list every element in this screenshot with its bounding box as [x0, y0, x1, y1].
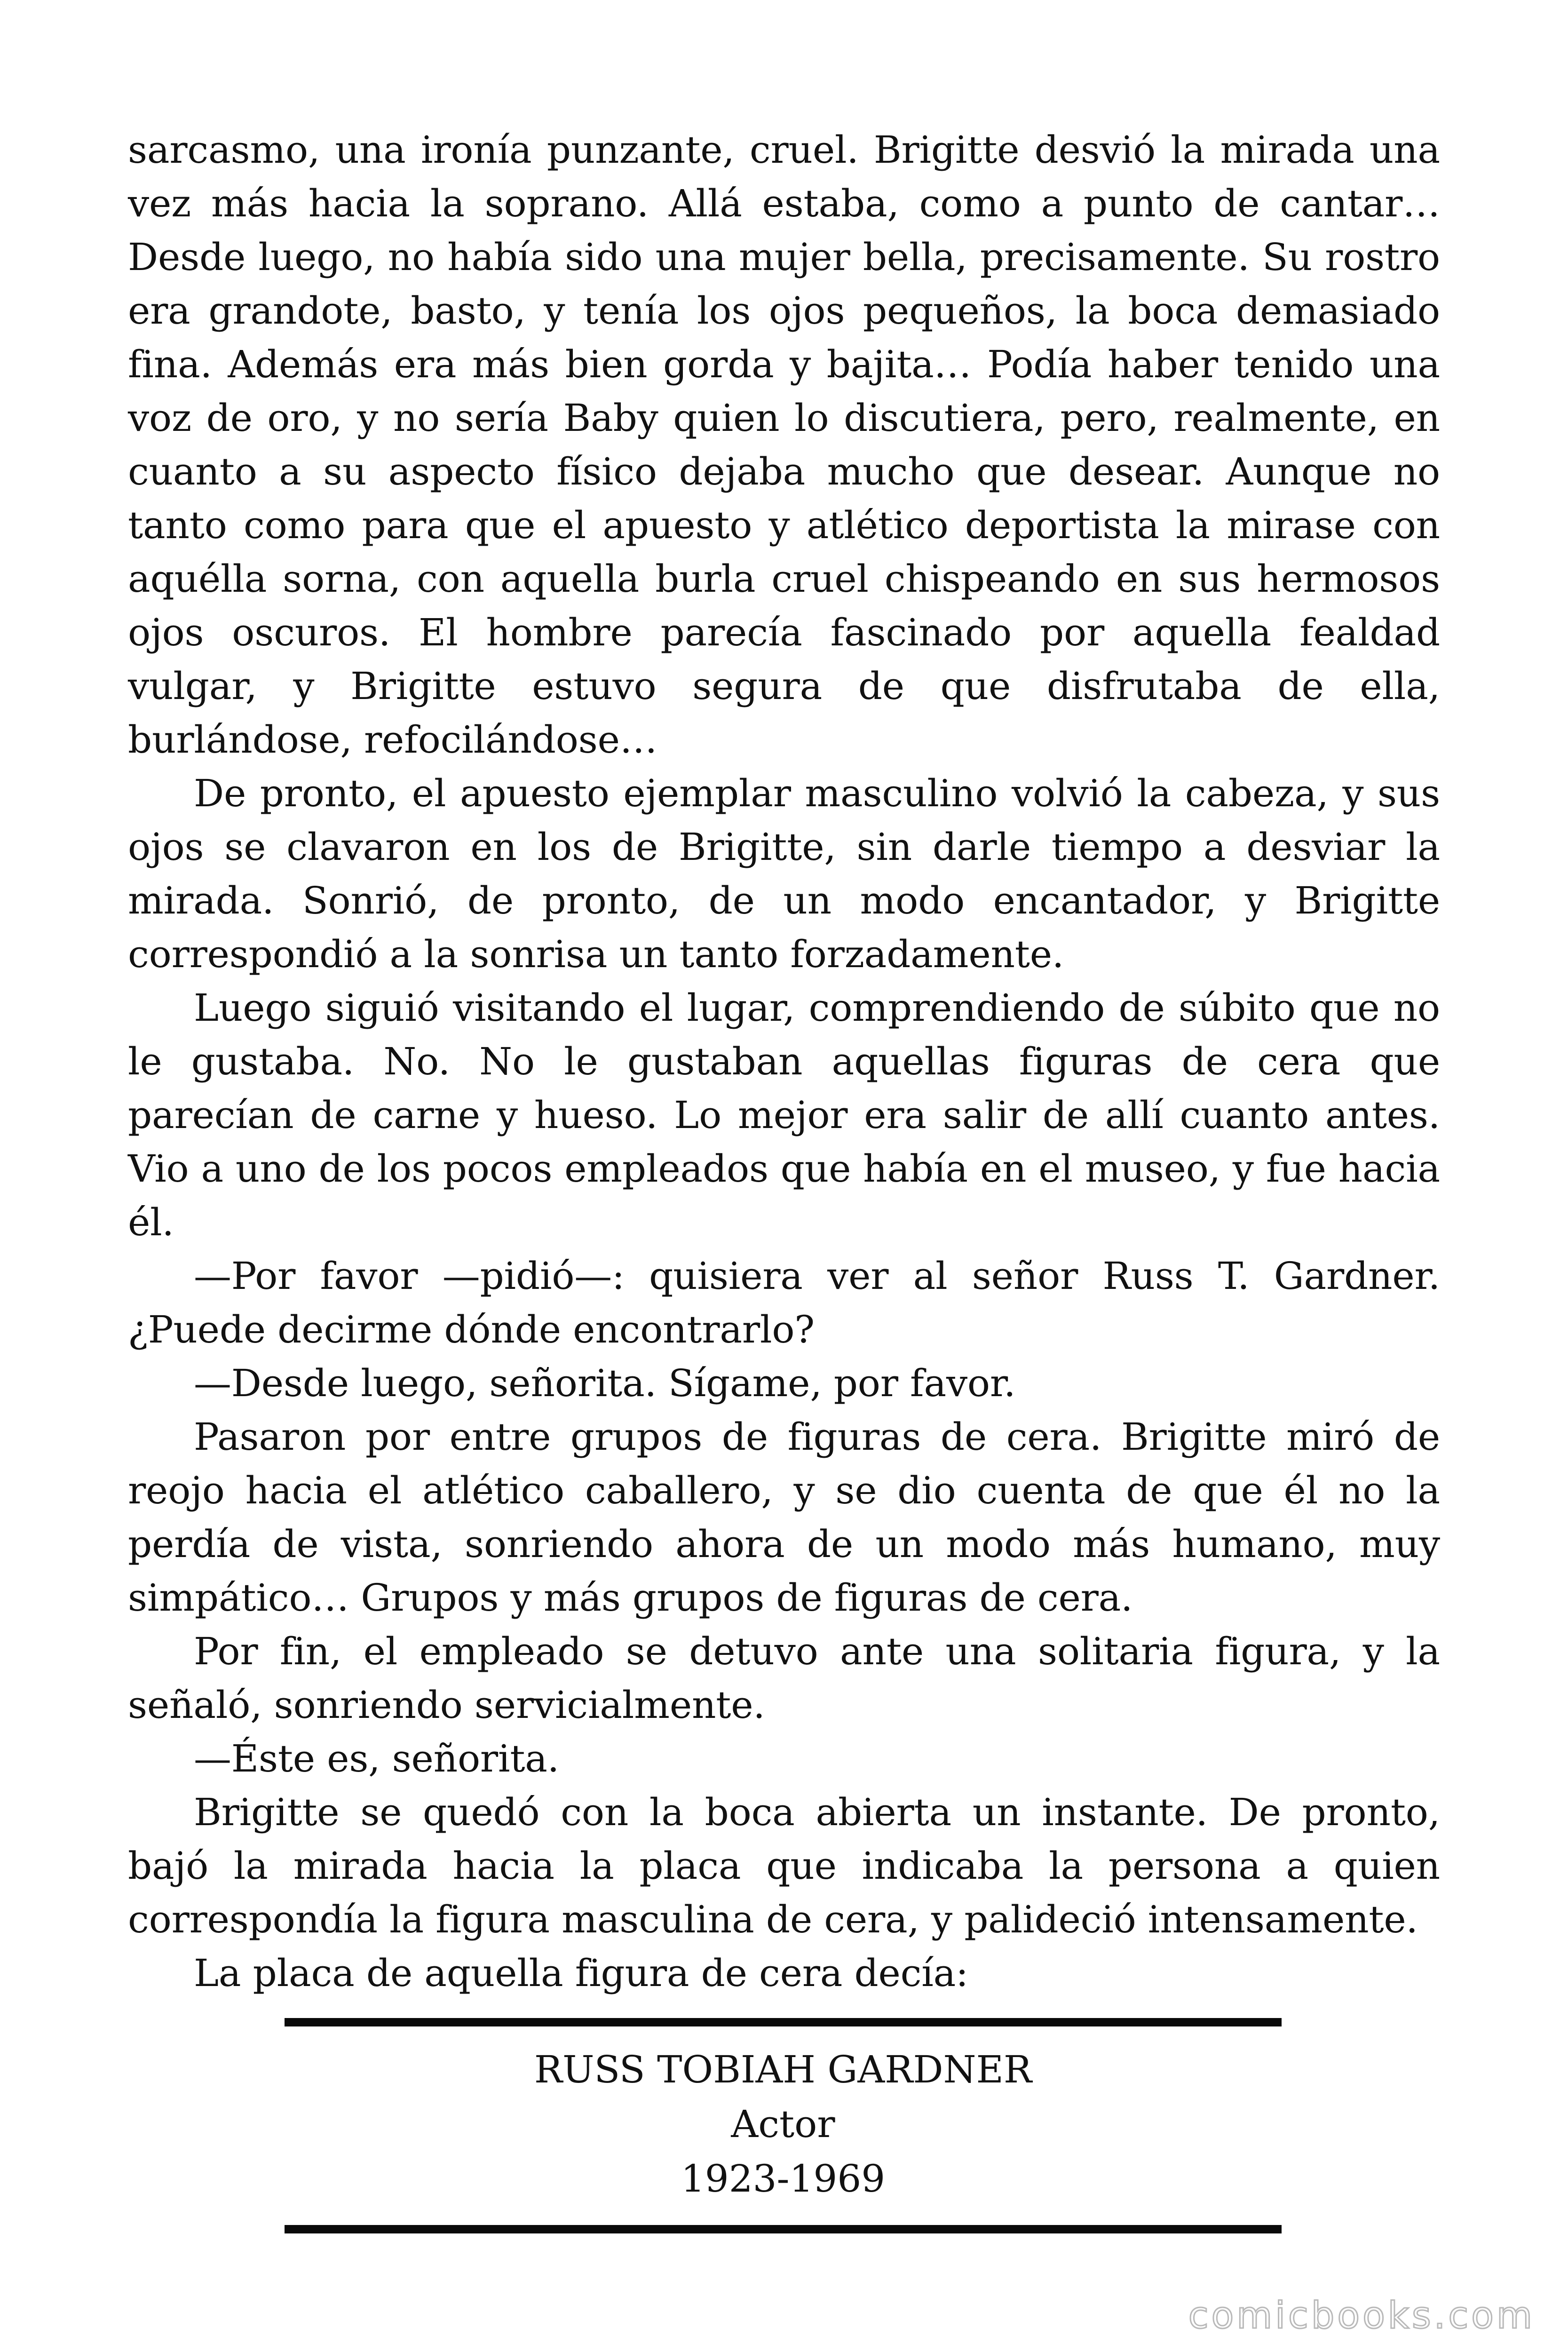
plaque-text: [285, 2026, 1282, 2225]
paragraph: Brigitte se quedó con la boca abierta un instante. De pronto, bajó la mirada hacia la placa que indicaba la persona a quien correspondía la figura masculina de cera, y palideció intensamente.: [128, 1790, 1440, 1941]
paragraph: Luego siguió visitando el lugar, comprendiendo de súbito que no le gustaba. No. No le gustaban aquellas figuras de cera que parecían de carne y hueso. Lo mejor era salir de allí cuanto antes. Vio a uno de los pocos empleados que había en el museo, y fue hacia él.: [128, 986, 1440, 1244]
plaque-name: RUSS TOBIAH GARDNER: [534, 2048, 1032, 2091]
plaque-top-rule: [285, 2018, 1282, 2026]
dialogue-paragraph: —Desde luego, señorita. Sígame, por favor.: [194, 1361, 1016, 1405]
watermark-logo: comicbooks.com: [1188, 2295, 1535, 2337]
paragraph: sarcasmo, una ironía punzante, cruel. Brigitte desvió la mirada una vez más hacia la soprano. Allá estaba, como a punto de cantar… Desde luego, no había sido una mujer bella, precisamente. Su rostro era grandote, basto, y tenía los ojos pequeños, la boca demasiado fina. Además era más bien gorda y bajita… Podía haber tenido una voz de oro, y no sería Baby quien lo discutiera, pero, realmente, en cuanto a su aspecto físico dejaba mucho que desear. Aunque no tanto como para que el apuesto y atlético deportista la mirase con aquélla sorna, con aquella burla cruel chispeando en sus hermosos ojos oscuros. El hombre parecía fascinado por aquella fealdad vulgar, y Brigitte estuvo segura de que disfrutaba de ella, burlándose, refocilándose…: [128, 128, 1440, 762]
dialogue-paragraph: —Por favor —pidió—: quisiera ver al señor Russ T. Gardner. ¿Puede decirme dónde encontrarlo?: [128, 1254, 1440, 1351]
wax-figure-plaque: [285, 2018, 1282, 2233]
book-page-text: [128, 123, 1440, 2000]
plaque-role: Actor: [731, 2102, 835, 2146]
paragraph: De pronto, el apuesto ejemplar masculino volvió la cabeza, y sus ojos se clavaron en los de Brigitte, sin darle tiempo a desviar la mirada. Sonrió, de pronto, de un modo encantador, y Brigitte correspondió a la sonrisa un tanto forzadamente.: [128, 771, 1440, 976]
dialogue-paragraph: —Éste es, señorita.: [194, 1737, 560, 1780]
plaque-bottom-rule: [285, 2225, 1282, 2233]
plaque-years: 1923-1969: [681, 2157, 886, 2201]
paragraph: Por fin, el empleado se detuvo ante una solitaria figura, y la señaló, sonriendo servicialmente.: [128, 1629, 1440, 1727]
paragraph: Pasaron por entre grupos de figuras de cera. Brigitte miró de reojo hacia el atlético caballero, y se dio cuenta de que él no la perdía de vista, sonriendo ahora de un modo más humano, muy simpático… Grupos y más grupos de figuras de cera.: [128, 1415, 1440, 1620]
paragraph: La placa de aquella figura de cera decía:: [194, 1951, 968, 1995]
